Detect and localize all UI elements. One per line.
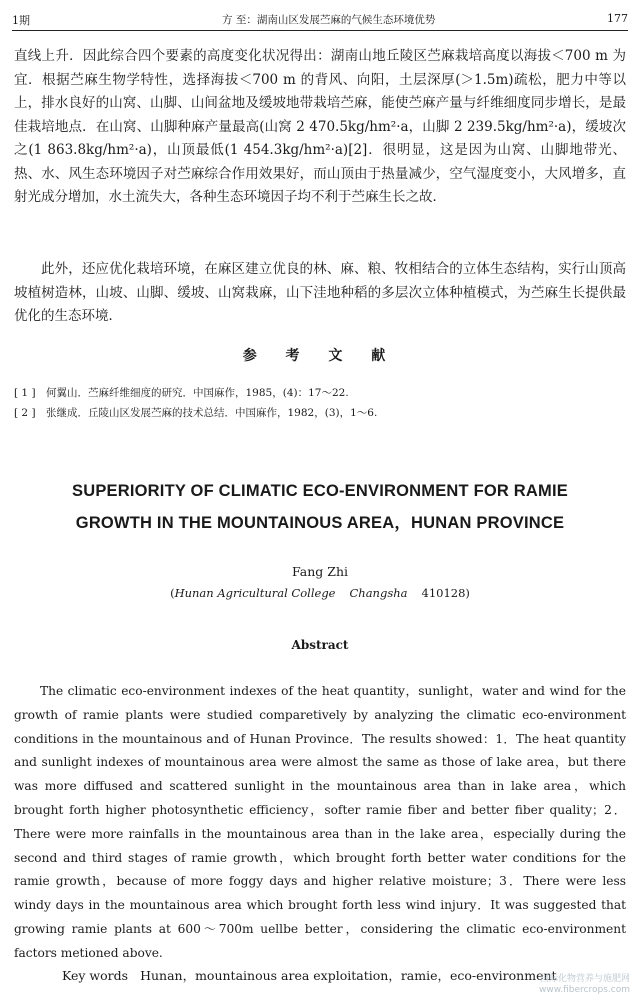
author-name: Fang Zhi xyxy=(291,564,349,579)
reference-number: [ 1 ] xyxy=(14,387,36,399)
reference-item xyxy=(14,403,626,423)
affiliation xyxy=(0,586,640,600)
affiliation-close-paren: ) xyxy=(465,586,470,600)
issue-label: 1期 xyxy=(12,14,30,27)
reference-text: 何翼山．苎麻纤维细度的研究．中国麻作，1985，(4)：17～22. xyxy=(46,387,349,399)
references-heading: 参 考 文 献 xyxy=(242,348,398,364)
chinese-paragraph-2: 此外，还应优化栽培环境，在麻区建立优良的林、麻、粮、牧相结合的立体生态结构，实行山顶高坡植树造林，山坡、山脚、缓坡、山窝栽麻，山下洼地种稻的多层次立体种植模式，为苎麻生长提供最优化的生态环境． xyxy=(14,261,626,324)
reference-item xyxy=(14,383,626,403)
affiliation-institution: Hunan Agricultural College xyxy=(174,586,336,600)
reference-list xyxy=(14,383,626,423)
site-watermark xyxy=(539,974,630,996)
english-title-line-2: GROWTH IN THE MOUNTAINOUS AREA，HUNAN PROVINCE xyxy=(75,514,565,532)
affiliation-postal-code: 410128 xyxy=(421,586,466,600)
abstract-heading: Abstract xyxy=(291,638,349,652)
keywords-label: Key words xyxy=(62,968,129,983)
watermark-line-1: 国际化物营养与施肥网 xyxy=(539,974,630,984)
keywords-list: Hunan，mountainous area exploitation，ramie，eco-environment xyxy=(140,968,557,983)
affiliation-open-paren: ( xyxy=(170,586,175,600)
english-title xyxy=(10,475,630,539)
running-header xyxy=(12,8,628,31)
affiliation-city: Changsha xyxy=(349,586,408,600)
running-title: 方 至：湖南山区发展苎麻的气候生态环境优势 xyxy=(222,14,436,26)
abstract-text: The climatic eco-environment indexes of the heat quantity，sunlight，water and wind for the growth of ramie plants were studied comparetively by analyzing the climatic eco-environment conditions in the mountainous and of Hunan Province．The results showed：1．The heat quantity and sunlight indexes of mountainous area were almost the same as those of lake area，but there was more diffused and scattered sunlight in the mountainous area than in lake area，which brought forth higher photosynthetic efficiency，softer ramie fiber and better fiber quality；2．There were more rainfalls in the mountainous area than in the lake area，especially during the second and third stages of ramie growth，which brought forth better water conditions for the ramie growth，because of more foggy days and higher relative moisture；3．There were less windy days in the mountainous area which brought forth less wind injury．It was suggested that growing ramie plants at 600～700m uellbe better，considering the climatic eco-environment factors metioned above. xyxy=(14,684,626,960)
reference-number: [ 2 ] xyxy=(14,407,36,419)
page-number: 177 xyxy=(607,12,628,25)
english-title-line-1: SUPERIORITY OF CLIMATIC ECO-ENVIRONMENT FOR RAMIE xyxy=(72,482,568,500)
chinese-paragraph-1: 直线上升．因此综合四个要素的高度变化状况得出：湖南山地丘陵区苎麻栽培高度以海拔＜700 m 为宜．根据苎麻生物学特性，选择海拔＜700 m 的背风、向阳，土层深厚(＞1.5m)疏松，肥力中等以上，排水良好的山窝、山脚、山间盆地及缓坡地带栽培苎麻，能使苎麻产量与纤维细度同步增长，是最佳栽培地点．在山窝、山脚种麻产量最高(山窝 2 470.5kg/hm²·a，山脚 2 239.5kg/hm²·a)，缓坡次之(1 863.8kg/hm²·a)，山顶最低(1 454.3kg/hm²·a)[2]．很明显，这是因为山窝、山脚地带光、热、水、风生态环境因子对苎麻综合作用效果好，而山顶由于热量减少，空气湿度变小，大风增多，直射光成分增加，水土流失大，各种生态环境因子均不利于苎麻生长之故． xyxy=(14,48,626,205)
reference-text: 张继成．丘陵山区发展苎麻的技术总结．中国麻作，1982，(3)，1～6. xyxy=(46,407,378,419)
watermark-line-2: www.fibercrops.com xyxy=(539,985,630,995)
